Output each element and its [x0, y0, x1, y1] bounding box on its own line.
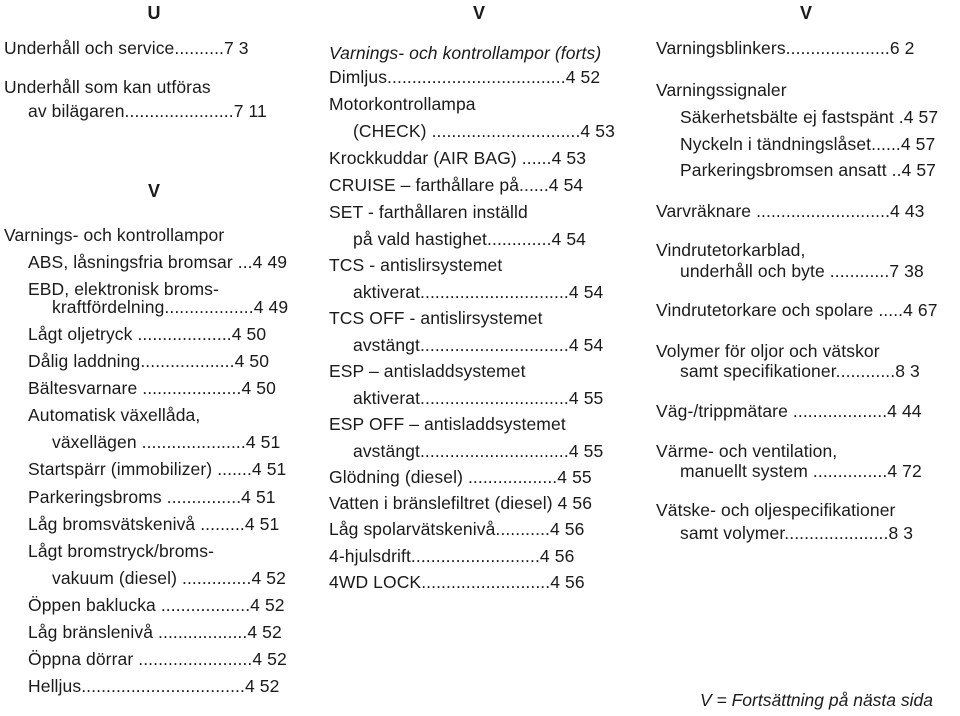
index-entry: Öppen baklucka ..................4 52 [28, 595, 285, 615]
section-header-v: V [799, 3, 813, 23]
index-entry: Helljus.................................4 52 [28, 676, 280, 696]
index-entry: Vindrutetorkare och spolare .....4 67 [656, 300, 938, 320]
index-entry: SET - farthållaren inställd [329, 202, 528, 222]
index-entry: aktiverat..............................4 54 [353, 282, 604, 302]
index-entry: ABS, låsningsfria bromsar ...4 49 [28, 252, 288, 272]
index-entry: Säkerhetsbälte ej fastspänt .4 57 [680, 107, 939, 127]
section-header-v: V [147, 181, 161, 201]
index-entry: TCS OFF - antislirsystemet [329, 308, 543, 328]
index-entry: Lågt bromstryck/broms- [28, 541, 214, 561]
index-entry: Parkeringsbromsen ansatt ..4 57 [680, 160, 937, 180]
index-entry: avstängt..............................4 55 [353, 441, 604, 461]
index-entry: Vindrutetorkarblad, [656, 240, 806, 260]
section-header-u: U [147, 3, 161, 23]
index-entry: Krockkuddar (AIR BAG) ......4 53 [329, 148, 587, 168]
index-entry: Vätske- och oljespecifikationer [656, 500, 896, 520]
index-entry: Låg spolarvätskenivå...........4 56 [329, 519, 585, 539]
index-entry: Dimljus....................................4 52 [329, 67, 601, 87]
index-entry: Värme- och ventilation, [656, 441, 838, 461]
index-entry: vakuum (diesel) ..............4 52 [52, 568, 286, 588]
index-entry: ESP OFF – antisladdsystemet [329, 414, 566, 434]
index-entry: avstängt..............................4 54 [353, 335, 604, 355]
index-entry: Automatisk växellåda, [28, 405, 201, 425]
index-entry: Underhåll och service..........7 3 [4, 38, 249, 58]
index-entry: Varningssignaler [656, 80, 787, 100]
index-entry: på vald hastighet.............4 54 [353, 229, 586, 249]
index-entry: Parkeringsbroms ...............4 51 [28, 487, 276, 507]
index-entry: underhåll och byte ............7 38 [680, 261, 924, 281]
index-entry: manuellt system ...............4 72 [680, 461, 922, 481]
index-entry: ESP – antisladdsystemet [329, 361, 526, 381]
index-entry: TCS - antislirsystemet [329, 255, 503, 275]
index-entry: EBD, elektronisk broms- [28, 279, 219, 299]
index-entry: Dålig laddning...................4 50 [28, 351, 270, 371]
continuation-note: V = Fortsättning på nästa sida [700, 690, 933, 710]
index-entry: aktiverat..............................4 55 [353, 388, 604, 408]
index-entry: Varvräknare ...........................4 43 [656, 201, 925, 221]
index-entry: Nyckeln i tändningslåset......4 57 [680, 134, 936, 154]
index-entry: Varnings- och kontrollampor (forts) [329, 43, 602, 63]
index-entry: 4WD LOCK..........................4 56 [329, 572, 585, 592]
section-header-v: V [472, 3, 486, 23]
index-entry: Låg bromsvätskenivå .........4 51 [28, 514, 280, 534]
index-entry: Underhåll som kan utföras [4, 77, 211, 97]
index-entry: Varningsblinkers.....................6 2 [656, 38, 915, 58]
index-entry: Volymer för oljor och vätskor [656, 341, 880, 361]
index-entry: växellägen .....................4 51 [52, 432, 281, 452]
index-entry: Vatten i bränslefiltret (diesel) 4 56 [329, 493, 593, 513]
index-entry: Låg bränslenivå ..................4 52 [28, 622, 282, 642]
index-entry: 4-hjulsdrift..........................4 56 [329, 546, 575, 566]
index-entry: Väg-/trippmätare ...................4 44 [656, 401, 922, 421]
index-entry: samt volymer.....................8 3 [680, 523, 914, 543]
index-entry: Lågt oljetryck ...................4 50 [28, 324, 267, 344]
index-entry: av bilägaren......................7 11 [28, 101, 267, 121]
index-entry: Motorkontrollampa [329, 94, 476, 114]
index-entry: kraftfördelning..................4 49 [52, 297, 289, 317]
index-entry: Varnings- och kontrollampor [4, 225, 225, 245]
index-entry: Bältesvarnare ....................4 50 [28, 378, 276, 398]
index-entry: Öppna dörrar .......................4 52 [28, 649, 287, 669]
index-entry: Startspärr (immobilizer) .......4 51 [28, 459, 287, 479]
index-entry: samt specifikationer............8 3 [680, 361, 920, 381]
index-entry: CRUISE – farthållare på......4 54 [329, 175, 584, 195]
index-entry: Glödning (diesel) ..................4 55 [329, 467, 592, 487]
index-entry: (CHECK) ..............................4 53 [353, 121, 615, 141]
